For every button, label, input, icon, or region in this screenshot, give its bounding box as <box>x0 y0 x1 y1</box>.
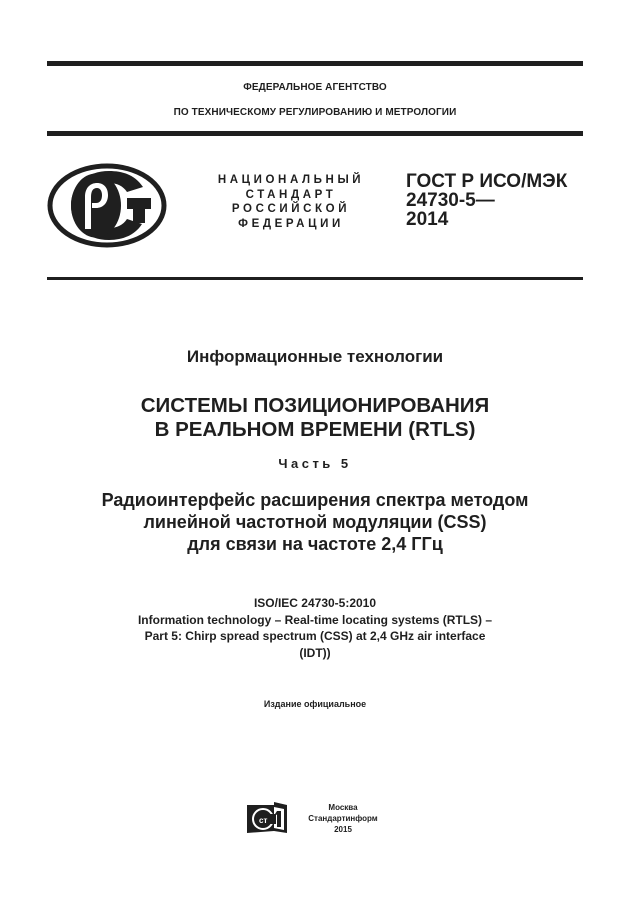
iso-title-line: Information technology – Real-time locating systems (RTLS) – <box>137 612 493 627</box>
header-divider-top <box>47 131 583 136</box>
designation-line: 24730-5— <box>406 190 495 211</box>
top-divider <box>47 61 583 66</box>
header-divider-bottom <box>47 277 583 280</box>
svg-text:ст: ст <box>259 816 268 825</box>
iso-title-line: Part 5: Chirp spread spectrum (CSS) at 2,4 GHz air interface <box>144 629 486 643</box>
document-subtitle-line: линейной частотной модуляции (CSS) <box>143 512 487 532</box>
agency-name-line2: ПО ТЕХНИЧЕСКОМУ РЕГУЛИРОВАНИЮ И МЕТРОЛОГИИ <box>173 107 457 118</box>
designation-line: ГОСТ Р ИСО/МЭК <box>406 171 568 192</box>
publisher-year: 2015 <box>334 825 352 834</box>
iso-reference <box>0 595 630 661</box>
gost-r-emblem-icon <box>47 163 167 248</box>
national-standard-line: СТАНДАРТ <box>245 188 337 201</box>
document-subtitle <box>0 489 630 555</box>
document-subtitle-line: для связи на частоте 2,4 ГГц <box>187 534 443 554</box>
edition-label: Издание официальное <box>263 699 367 709</box>
document-title-line: СИСТЕМЫ ПОЗИЦИОНИРОВАНИЯ <box>140 394 490 417</box>
iso-title-line: (IDT)) <box>299 645 331 660</box>
document-subject: Информационные технологии <box>186 347 444 366</box>
designation-line: 2014 <box>406 209 449 230</box>
publisher-name: Стандартинформ <box>308 814 378 823</box>
publisher-imprint <box>298 802 388 835</box>
document-title-line: В РЕАЛЬНОМ ВРЕМЕНИ (RTLS) <box>154 418 476 441</box>
national-standard-line: РОССИЙСКОЙ <box>231 203 351 215</box>
document-title <box>0 394 630 442</box>
national-standard-line: ФЕДЕРАЦИИ <box>238 217 344 230</box>
document-part: Часть 5 <box>278 456 352 471</box>
standard-designation <box>406 172 567 229</box>
document-subtitle-line: Радиоинтерфейс расширения спектра методом <box>101 490 529 510</box>
national-standard-label <box>196 173 386 231</box>
national-standard-line: НАЦИОНАЛЬНЫЙ <box>217 174 365 186</box>
standartinform-logo-icon <box>246 801 288 834</box>
agency-name-line1: ФЕДЕРАЛЬНОЕ АГЕНТСТВО <box>243 82 387 93</box>
publisher-city: Москва <box>328 803 358 812</box>
iso-code: ISO/IEC 24730-5:2010 <box>253 596 377 610</box>
